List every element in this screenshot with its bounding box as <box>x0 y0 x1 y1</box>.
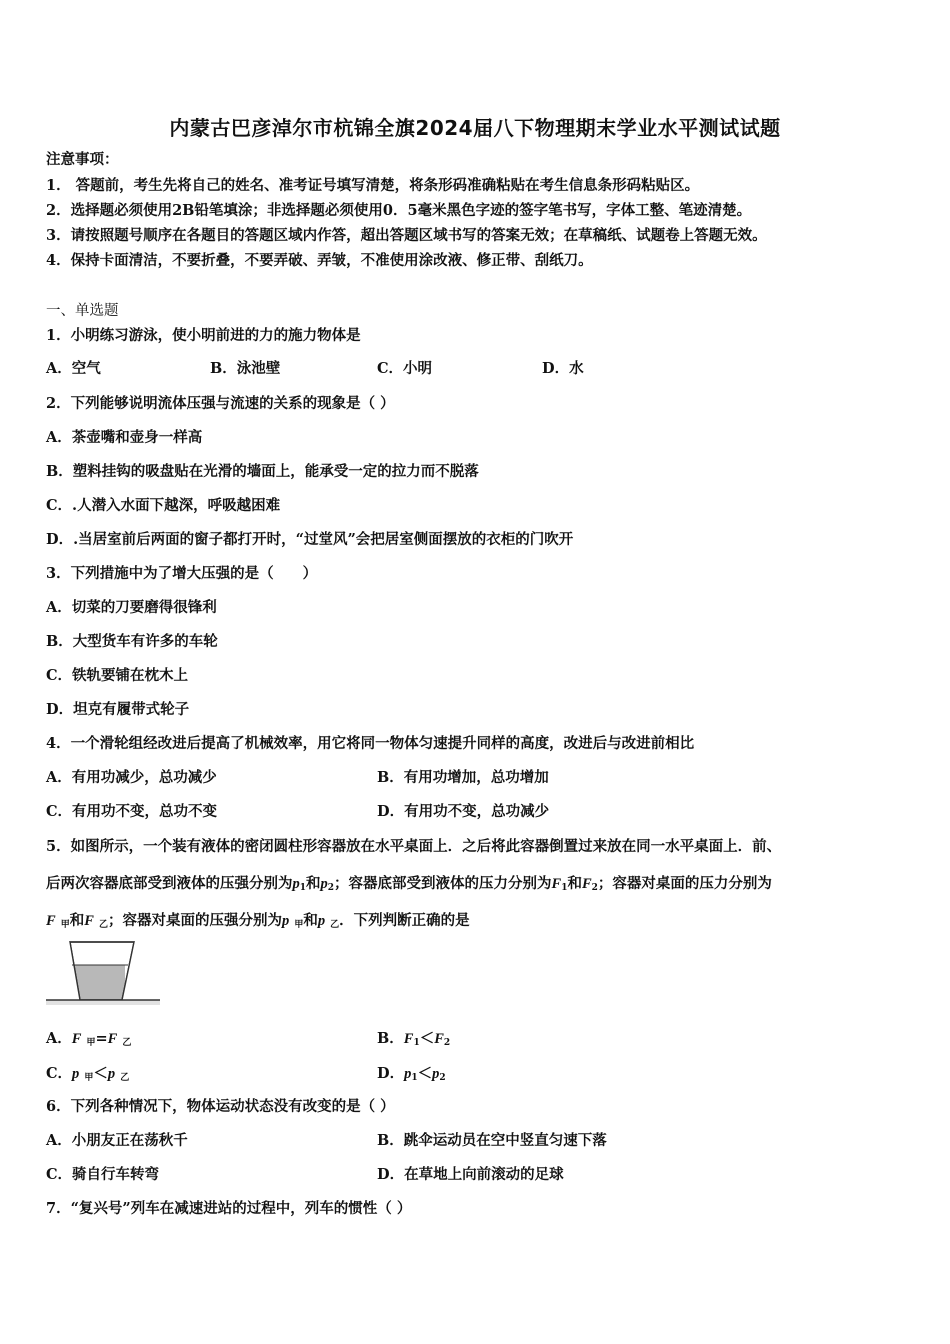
page-title: 内蒙古巴彦淖尔市杭锦全旗2024届八下物理期末学业水平测试试题 <box>169 116 781 140</box>
question-2-stem: 2．下列能够说明流体压强与流速的关系的现象是（ ） <box>46 395 395 412</box>
q1-option-c: C．小明 <box>377 360 433 377</box>
question-7-stem: 7．“复兴号”列车在减速进站的过程中，列车的惯性（ ） <box>46 1200 412 1217</box>
q2-option-c: C．.人潜入水面下越深，呼吸越困难 <box>46 497 281 514</box>
q5-option-b: B．$F_1<F_2$ <box>377 1030 451 1048</box>
q2-option-d: D．.当居室前后两面的窗子都打开时，“过堂风”会把居室侧面摆放的衣柜的门吹开 <box>46 531 574 548</box>
note-item: 4．保持卡面清洁，不要折叠，不要弄破、弄皱，不准使用涂改液、修正带、刮纸刀。 <box>46 252 593 269</box>
question-6-stem: 6．下列各种情况下，物体运动状态没有改变的是（ ） <box>46 1098 395 1115</box>
question-1-stem: 1．小明练习游泳，使小明前进的力的施力物体是 <box>46 327 361 344</box>
q5-option-d: D．$p_1<p_2$ <box>377 1065 446 1083</box>
q6-option-d: D．在草地上向前滚动的足球 <box>377 1166 564 1183</box>
question-5-line-1: 5．如图所示，一个装有液体的密闭圆柱形容器放在水平桌面上．之后将此容器倒置过来放在同一水平桌面上．前、 <box>46 838 782 855</box>
q6-option-a: A．小朋友正在荡秋千 <box>46 1132 188 1149</box>
question-3-stem: 3．下列措施中为了增大压强的是（ ） <box>46 565 318 582</box>
q1-option-b: B．泳池壁 <box>210 360 281 377</box>
q2-option-b: B．塑料挂钩的吸盘贴在光滑的墙面上，能承受一定的拉力而不脱落 <box>46 463 479 480</box>
q5-option-c: C．p $_甲$＜p $_乙$ <box>46 1065 130 1083</box>
q3-option-d: D．坦克有履带式轮子 <box>46 701 190 718</box>
q3-option-a: A．切菜的刀要磨得很锋利 <box>46 599 217 616</box>
note-item: 1． 答题前，考生先将自己的姓名、准考证号填写清楚，将条形码准确粘贴在考生信息条形码粘贴区。 <box>46 177 700 194</box>
question-4-stem: 4．一个滑轮组经改进后提高了机械效率，用它将同一物体匀速提升同样的高度，改进后与改进前相比 <box>46 735 695 752</box>
q3-option-c: C．铁轨要铺在枕木上 <box>46 667 189 684</box>
q4-option-c: C．有用功不变，总功不变 <box>46 803 218 820</box>
q1-option-d: D．水 <box>542 360 584 377</box>
note-item: 3．请按照题号顺序在各题目的答题区域内作答，超出答题区域书写的答案无效；在草稿纸、试题卷上答题无效。 <box>46 227 767 244</box>
q4-option-b: B．有用功增加，总功增加 <box>377 769 549 786</box>
notes-heading: 注意事项： <box>46 151 119 168</box>
q4-option-a: A．有用功减少，总功减少 <box>46 769 217 786</box>
q6-option-c: C．骑自行车转弯 <box>46 1166 160 1183</box>
q6-option-b: B．跳伞运动员在空中竖直匀速下落 <box>377 1132 607 1149</box>
q4-option-d: D．有用功不变，总功减少 <box>377 803 550 820</box>
q5-option-a: A．F $_甲$=F $_乙$ <box>46 1030 132 1048</box>
section-heading: 一、单选题 <box>46 303 119 319</box>
note-item: 2．选择题必须使用2B铅笔填涂；非选择题必须使用0．5毫米黑色字迹的签字笔书写，字体工整、笔迹清楚。 <box>46 202 752 219</box>
q1-option-a: A．空气 <box>46 360 101 377</box>
liquid <box>72 965 125 999</box>
question-5-line-2: 后两次容器底部受到液体的压强分别为$p_1$和$p_2$；容器底部受到液体的压力分别为$F_1$和$F_2$；容器对桌面的压力分别为 <box>46 875 772 893</box>
question-5-line-3: F $_甲$和F $_乙$；容器对桌面的压强分别为p $_甲$和p $_乙$．下列判断正确的是 <box>46 912 470 930</box>
q2-option-a: A．茶壶嘴和壶身一样高 <box>46 429 203 446</box>
container-figure <box>44 940 162 1008</box>
q3-option-b: B．大型货车有许多的车轮 <box>46 633 218 650</box>
